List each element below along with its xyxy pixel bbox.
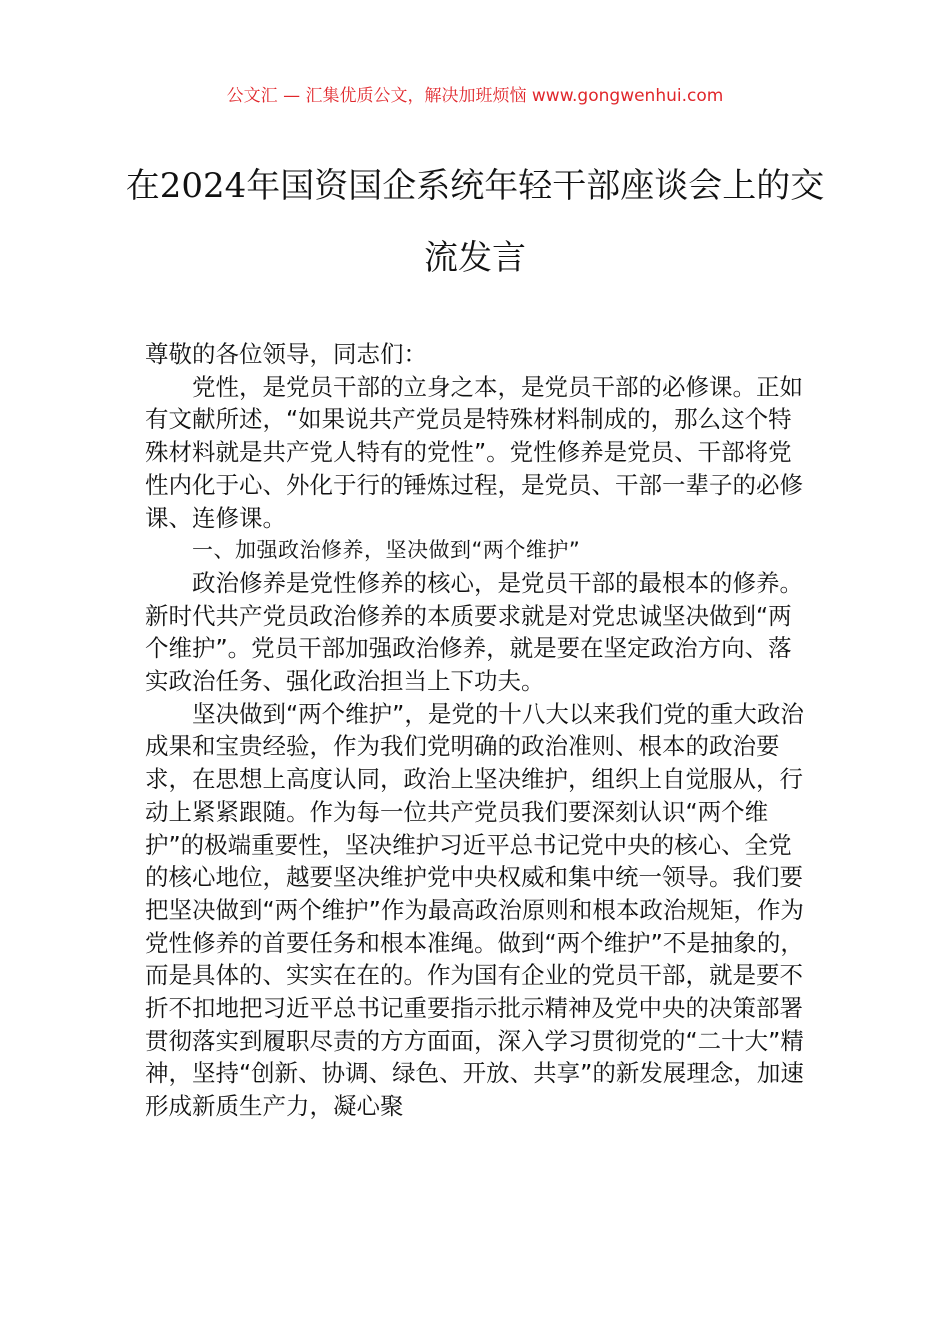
document-body <box>145 338 813 1123</box>
paragraph: 政治修养是党性修养的核心，是党员干部的最根本的修养。新时代共产党员政治修养的本质要求就是对党忠诚坚决做到“两个维护”。党员干部加强政治修养，就是要在坚定政治方向、落实政治任务、强化政治担当上下功夫。 <box>145 568 803 696</box>
paragraph: 党性，是党员干部的立身之本，是党员干部的必修课。正如有文献所述，“如果说共产党员是特殊材料制成的，那么这个特殊材料就是共产党人特有的党性”。党性修养是党员、干部将党性内化于心、外化于行的锤炼过程，是党员、干部一辈子的必修课、连修课。 <box>145 372 803 532</box>
salutation: 尊敬的各位领导，同志们： <box>145 340 427 368</box>
section-heading: 一、加强政治修养，坚决做到“两个维护” <box>192 538 581 563</box>
document-title: 在2024年国资国企系统年轻干部座谈会上的交流发言 <box>125 166 825 278</box>
watermark-header: 公文汇 — 汇集优质公文，解决加班烦恼 www.gongwenhui.com <box>226 86 724 106</box>
paragraph: 坚决做到“两个维护”，是党的十八大以来我们党的重大政治成果和宝贵经验，作为我们党明确的政治准则、根本的政治要求，在思想上高度认同，政治上坚决维护，组织上自觉服从，行动上紧紧跟随。作为每一位共产党员我们要深刻认识“两个维护”的极端重要性，坚决维护习近平总书记党中央的核心、全党的核心地位，越要坚决维护党中央权威和集中统一领导。我们要把坚决做到“两个维护”作为最高政治原则和根本政治规矩，作为党性修养的首要任务和根本准绳。做到“两个维护”不是抽象的，而是具体的、实实在在的。作为国有企业的党员干部，就是要不折不扣地把习近平总书记重要指示批示精神及党中央的决策部署贯彻落实到履职尽责的方方面面，深入学习贯彻党的“二十大”精神，坚持“创新、协调、绿色、开放、共享”的新发展理念，加速形成新质生产力，凝心聚 <box>145 699 804 1121</box>
